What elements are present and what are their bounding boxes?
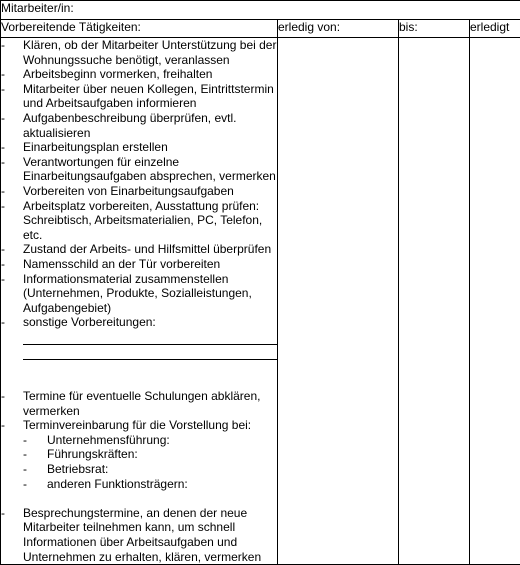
tasks-column-header: Vorbereitende Tätigkeiten: xyxy=(1,20,278,38)
spacer xyxy=(1,360,277,375)
bullet-dash: - xyxy=(1,38,5,53)
task-item-text: Terminvereinbarung für die Vorstellung bei: xyxy=(23,418,251,432)
presentation-party-item xyxy=(1,477,277,492)
done-column-cell[interactable] xyxy=(470,38,520,565)
bullet-dash: - xyxy=(1,155,5,170)
task-item-text: Arbeitsplatz vorbereiten, Ausstattung prüfen: Schreibtisch, Arbeitsmaterialien, PC, Telefon, etc. xyxy=(23,199,262,242)
task-item xyxy=(1,242,277,257)
task-item-text: Zustand der Arbeits- und Hilfsmittel überprüfen xyxy=(23,242,271,256)
task-item-text: Vorbereiten von Einarbeitungsaufgaben xyxy=(23,184,234,198)
bullet-dash: - xyxy=(1,140,5,155)
task-item xyxy=(1,389,277,418)
bullet-dash: - xyxy=(1,418,5,433)
bullet-dash: - xyxy=(1,242,5,257)
task-item-text: Besprechungstermine, an denen der neue Mitarbeiter teilnehmen kann, um schnell Informationen über Arbeitsaufgaben und Unternehmen zu erhalten, klären, vermerken xyxy=(23,506,261,564)
task-list-preparation xyxy=(1,38,277,330)
task-item-text: sonstige Vorbereitungen: xyxy=(23,315,156,329)
task-item xyxy=(1,67,277,82)
task-item-text: Arbeitsbeginn vormerken, freihalten xyxy=(23,67,212,81)
employee-field[interactable] xyxy=(1,1,520,20)
task-item-text: Aufgabenbeschreibung überprüfen, evtl. aktualisieren xyxy=(23,111,237,140)
task-list-appointments xyxy=(1,389,277,433)
other-preparations-blank-line-2[interactable] xyxy=(23,345,277,360)
header-row xyxy=(1,20,520,38)
bullet-dash: - xyxy=(1,184,5,199)
task-item xyxy=(1,184,277,199)
task-item-text: Mitarbeiter über neuen Kollegen, Eintrittstermin und Arbeitsaufgaben informieren xyxy=(23,82,274,111)
presentation-party-item xyxy=(1,433,277,448)
done-by-column-cell[interactable] xyxy=(278,38,399,565)
bullet-dash: - xyxy=(23,447,27,462)
bullet-dash: - xyxy=(1,67,5,82)
employee-label: Mitarbeiter/in: xyxy=(1,1,74,15)
task-item xyxy=(1,140,277,155)
bullet-dash: - xyxy=(1,506,5,521)
spacer xyxy=(1,491,277,506)
presentation-party-item-text: Unternehmensführung: xyxy=(47,433,170,447)
task-item xyxy=(1,418,277,433)
bullet-dash: - xyxy=(1,272,5,287)
spacer xyxy=(1,374,277,389)
bullet-dash: - xyxy=(1,389,5,404)
presentation-party-item xyxy=(1,447,277,462)
task-item xyxy=(1,38,277,67)
until-column-header: bis: xyxy=(399,20,470,38)
presentation-party-item xyxy=(1,462,277,477)
task-item xyxy=(1,506,277,564)
task-item-text: Namensschild an der Tür vorbereiten xyxy=(23,257,220,271)
task-item-text: Einarbeitungsplan erstellen xyxy=(23,140,168,154)
done-column-header: erledigt xyxy=(470,20,520,38)
task-item xyxy=(1,82,277,111)
task-item-text: Klären, ob der Mitarbeiter Unterstützung bei der Wohnungssuche benötigt, veranlassen xyxy=(23,38,276,67)
other-preparations-blank-line-1[interactable] xyxy=(23,330,277,345)
employee-row xyxy=(1,1,520,20)
task-list-cell xyxy=(1,38,278,565)
task-item-text: Termine für eventuelle Schulungen abklären, vermerken xyxy=(23,389,260,418)
task-item xyxy=(1,257,277,272)
presentation-party-item-text: anderen Funktionsträgern: xyxy=(47,477,188,491)
task-item xyxy=(1,272,277,316)
task-item xyxy=(1,199,277,243)
bullet-dash: - xyxy=(23,433,27,448)
bullet-dash: - xyxy=(1,82,5,97)
bullet-dash: - xyxy=(23,462,27,477)
tasks-row xyxy=(1,38,520,565)
task-item-text: Informationsmaterial zusammenstellen (Unternehmen, Produkte, Sozialleistungen, Aufgabengebiet) xyxy=(23,272,252,315)
task-item xyxy=(1,155,277,184)
done-by-column-header: erledig von: xyxy=(278,20,399,38)
presentation-party-item-text: Führungskräften: xyxy=(47,447,138,461)
bullet-dash: - xyxy=(1,111,5,126)
bullet-dash: - xyxy=(1,257,5,272)
task-item xyxy=(1,111,277,140)
bullet-dash: - xyxy=(23,477,27,492)
task-list-meetings xyxy=(1,506,277,564)
task-item xyxy=(1,315,277,330)
bullet-dash: - xyxy=(1,199,5,214)
bullet-dash: - xyxy=(1,315,5,330)
presentation-party-item-text: Betriebsrat: xyxy=(47,462,108,476)
task-item-text: Verantwortungen für einzelne Einarbeitungsaufgaben absprechen, vermerken xyxy=(23,155,276,184)
presentation-party-list xyxy=(1,433,277,491)
until-column-cell[interactable] xyxy=(399,38,470,565)
